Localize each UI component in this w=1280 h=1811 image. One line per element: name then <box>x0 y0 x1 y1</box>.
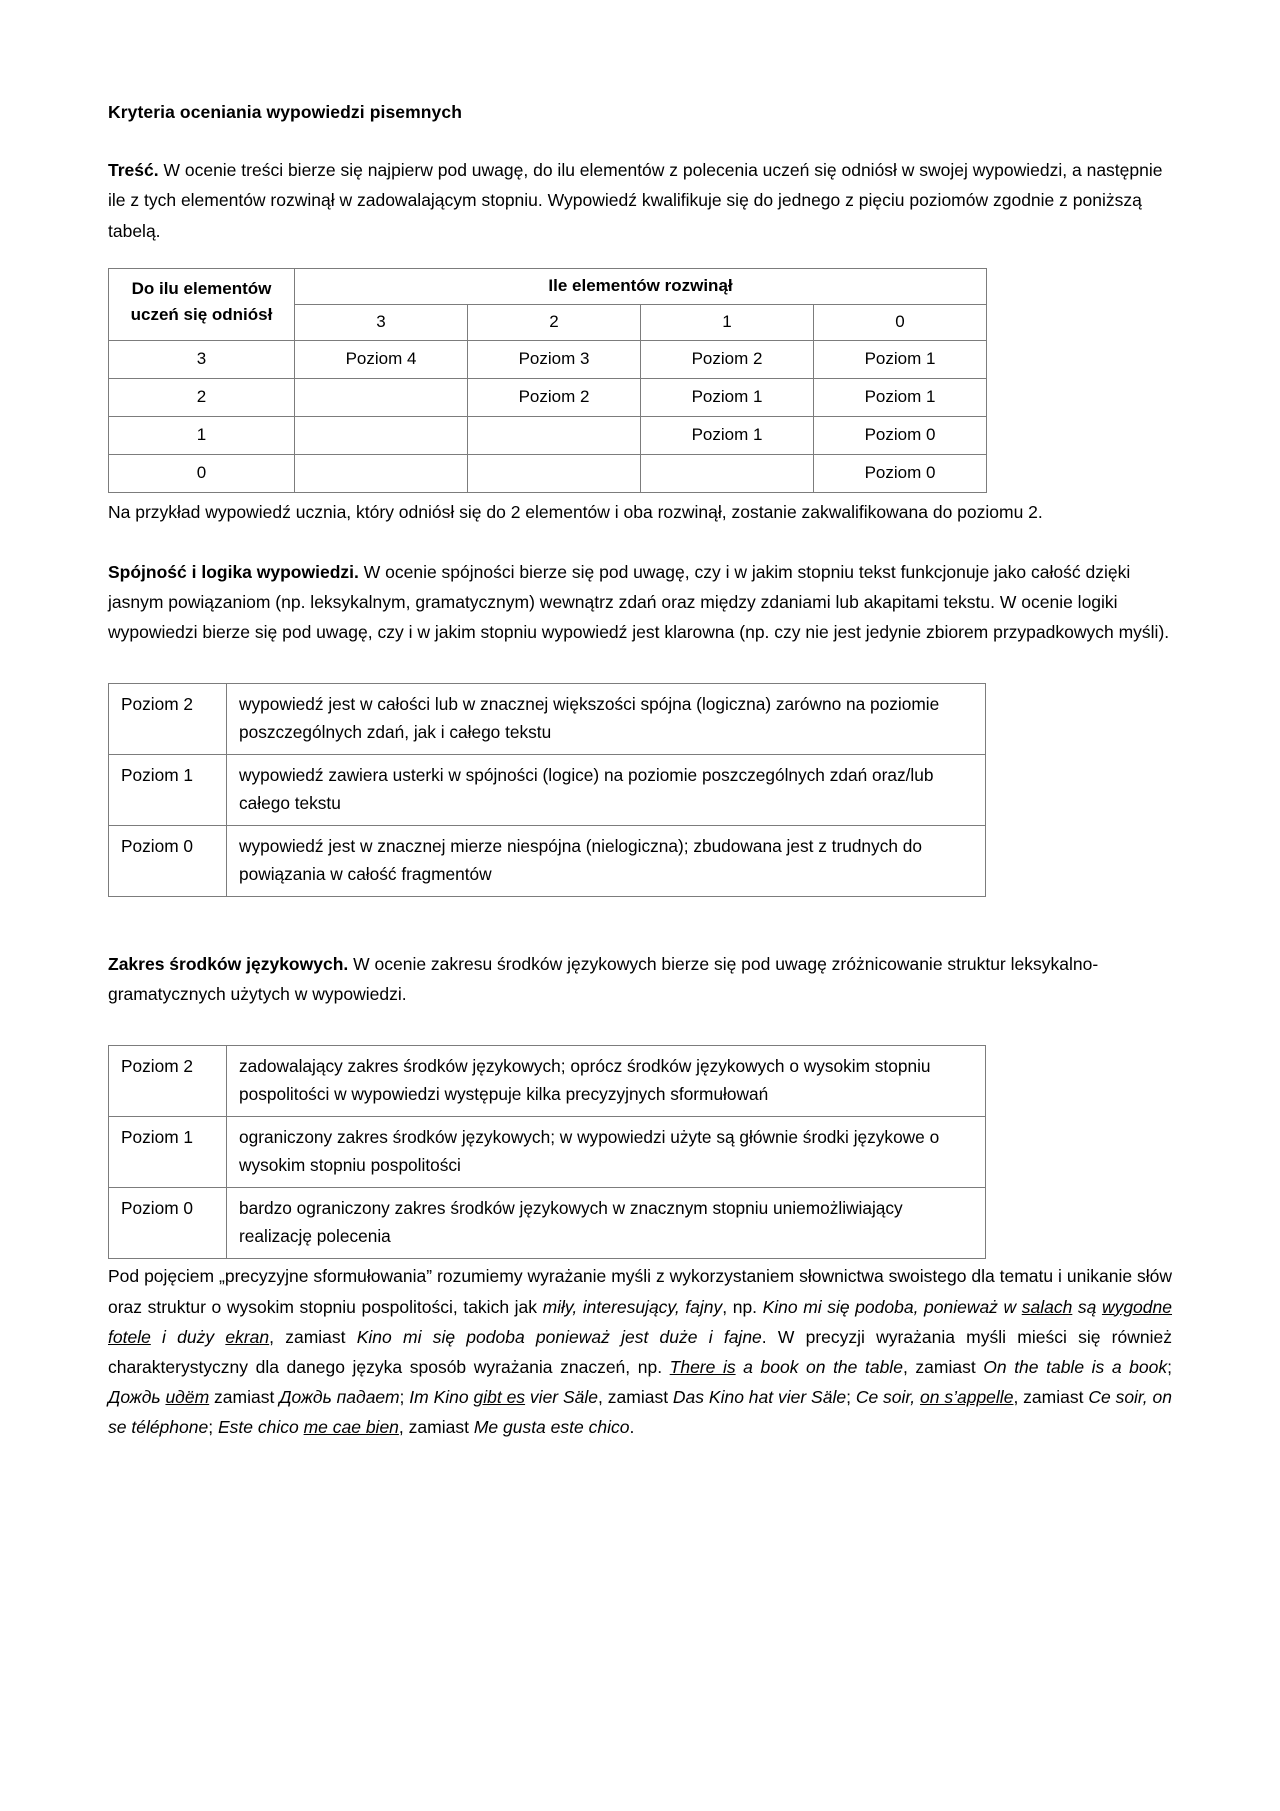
spacer <box>108 897 1172 949</box>
spacer <box>108 647 1172 677</box>
closing-run-italic-underline: me cae bien <box>303 1416 399 1437</box>
level-description: ograniczony zakres środków językowych; w wypowiedzi użyte są głównie środki językowe o wysokim stopniu pospolitości <box>227 1117 986 1188</box>
closing-run-italic-underline: идёт <box>165 1386 210 1407</box>
table-cell: Poziom 1 <box>814 340 987 378</box>
table-tresc <box>108 268 987 493</box>
table-cell <box>295 416 468 454</box>
closing-run-text: , zamiast <box>1013 1386 1089 1407</box>
closing-run-text: . W precyzji wyrażania myśli mieści się również charakterystyczny dla danego języka sposób wyrażania znaczeń, np. <box>108 1326 1172 1377</box>
table-row <box>109 340 987 378</box>
closing-run-italic-underline: wygodne fotele <box>108 1296 1172 1347</box>
table-column-label-3: 3 <box>295 304 468 340</box>
table-column-label-1: 1 <box>641 304 814 340</box>
row-label: 3 <box>109 340 295 378</box>
closing-run-text: ; <box>399 1386 410 1407</box>
closing-run-text: , zamiast <box>269 1326 357 1347</box>
paragraph-tresc-body: W ocenie treści bierze się najpierw pod uwagę, do ilu elementów z polecenia uczeń się odniósł w swojej wypowiedzi, a następnie ile z tych elementów rozwinął w zadowalającym stopniu. Wypowiedź kwalifikuje się do jednego z pięciu poziomów zgodnie z poniższą tabelą. <box>108 160 1163 241</box>
closing-run-italic: miły, interesujący, fajny <box>542 1296 723 1317</box>
table-row <box>109 378 987 416</box>
table-row <box>109 755 986 826</box>
level-label: Poziom 0 <box>109 1188 227 1259</box>
level-description: zadowalający zakres środków językowych; oprócz środków językowych o wysokim stopniu pospolitości w wypowiedzi występuje kilka precyzyjnych sformułowań <box>227 1046 986 1117</box>
table-row <box>109 826 986 897</box>
table-row <box>109 684 986 755</box>
level-label: Poziom 2 <box>109 684 227 755</box>
closing-run-text: ; <box>846 1386 856 1407</box>
level-description: bardzo ograniczony zakres środków językowych w znacznym stopniu uniemożliwiający realizację polecenia <box>227 1188 986 1259</box>
closing-run-italic: vier Säle <box>525 1386 599 1407</box>
spacer <box>108 527 1172 557</box>
closing-run-italic: Das Kino hat vier Säle <box>672 1386 847 1407</box>
level-description: wypowiedź jest w całości lub w znacznej większości spójna (logiczna) zarówno na poziomie poszczególnych zdań, jak i całego tekstu <box>227 684 986 755</box>
table-cell <box>295 378 468 416</box>
closing-run-text: , np. <box>722 1296 763 1317</box>
level-description: wypowiedź zawiera usterki w spójności (logice) na poziomie poszczególnych zdań oraz/lub całego tekstu <box>227 755 986 826</box>
table-cell: Poziom 0 <box>814 454 987 492</box>
table-cell: Poziom 1 <box>641 378 814 416</box>
paragraph-closing <box>108 1261 1172 1442</box>
row-label: 2 <box>109 378 295 416</box>
closing-run-italic: Дождь <box>108 1386 166 1407</box>
paragraph-tresc-example: Na przykład wypowiedź ucznia, który odniósł się do 2 elementów i oba rozwinął, zostanie zakwalifikowana do poziomu 2. <box>108 501 1043 522</box>
closing-run-italic: Este chico <box>217 1416 304 1437</box>
closing-run-text: ; <box>208 1416 218 1437</box>
table-spojnosc <box>108 683 986 897</box>
paragraph-zakres-lead: Zakres środków językowych. <box>108 954 349 975</box>
table-row <box>109 416 987 454</box>
paragraph-spojnosc-lead: Spójność i logika wypowiedzi. <box>108 561 359 582</box>
closing-run-italic: Im Kino <box>409 1386 474 1407</box>
closing-run-text: . <box>629 1416 635 1437</box>
level-label: Poziom 0 <box>109 826 227 897</box>
closing-run-italic: i duży <box>150 1326 226 1347</box>
table-cell: Poziom 2 <box>468 378 641 416</box>
table-cell: Poziom 1 <box>814 378 987 416</box>
table-header-corner: Do ilu elementów uczeń się odniósł <box>109 268 295 340</box>
table-cell <box>641 454 814 492</box>
level-label: Poziom 2 <box>109 1046 227 1117</box>
table-cell: Poziom 1 <box>641 416 814 454</box>
closing-run-italic-underline: gibt es <box>473 1386 526 1407</box>
paragraph-spojnosc-body: W ocenie spójności bierze się pod uwagę, czy i w jakim stopniu tekst funkcjonuje jako całość dzięki jasnym powiązaniom (np. leksykalnym, gramatycznym) wewnątrz zdań oraz między zdaniami lub akapitami tekstu. W ocenie logiki wypowiedzi bierze się pod uwagę, czy i w jakim stopniu wypowiedź jest klarowna (np. czy nie jest jedynie zbiorem przypadkowych myśli). <box>108 561 1170 642</box>
paragraph-zakres <box>108 949 1172 1009</box>
table-row <box>109 1117 986 1188</box>
table-column-label-0: 0 <box>814 304 987 340</box>
table-row <box>109 1046 986 1117</box>
closing-run-italic: Kino mi się podoba ponieważ jest duże i fajne <box>356 1326 762 1347</box>
table-column-label-2: 2 <box>468 304 641 340</box>
level-description: wypowiedź jest w znacznej mierze niespójna (nielogiczna); zbudowana jest z trudnych do powiązania w całość fragmentów <box>227 826 986 897</box>
closing-run-italic: są <box>1072 1296 1102 1317</box>
closing-run-text: zamiast <box>209 1386 280 1407</box>
closing-run-italic-underline: ekran <box>225 1326 270 1347</box>
row-label: 0 <box>109 454 295 492</box>
table-cell <box>468 416 641 454</box>
paragraph-spojnosc <box>108 557 1172 647</box>
table-row-header <box>109 268 987 304</box>
closing-run-italic: Kino mi się podoba, ponieważ w <box>762 1296 1022 1317</box>
table-cell: Poziom 0 <box>814 416 987 454</box>
level-label: Poziom 1 <box>109 755 227 826</box>
table-cell: Poziom 4 <box>295 340 468 378</box>
closing-run-text: Pod pojęciem „precyzyjne sformułowania” rozumiemy wyrażanie myśli z wykorzystaniem słownictwa swoistego dla tematu i unikanie słów oraz struktur o wysokim stopniu pospolitości, takich jak <box>108 1266 1172 1317</box>
closing-run-text: , zamiast <box>902 1356 984 1377</box>
table-cell: Poziom 2 <box>641 340 814 378</box>
closing-run-text: , zamiast <box>598 1386 673 1407</box>
closing-run-italic-underline: on s’appelle <box>920 1386 1014 1407</box>
closing-run-text: ; <box>1167 1356 1172 1377</box>
paragraph-tresc-lead: Treść. <box>108 160 159 181</box>
table-cell <box>295 454 468 492</box>
table-zakres <box>108 1045 986 1259</box>
spacer <box>108 1009 1172 1039</box>
paragraph-zakres-body: W ocenie zakresu środków językowych bierze się pod uwagę zróżnicowanie struktur leksykalno-gramatycznych użytych w wypowiedzi. <box>108 954 1099 1005</box>
closing-run-italic: Me gusta este chico <box>473 1416 630 1437</box>
closing-run-italic-underline: There is <box>669 1356 736 1377</box>
row-label: 1 <box>109 416 295 454</box>
paragraph-tresc <box>108 155 1172 245</box>
closing-run-text: , zamiast <box>398 1416 474 1437</box>
closing-run-italic: Ce soir, <box>855 1386 921 1407</box>
closing-run-italic: Ce soir, on se téléphone <box>108 1386 1172 1437</box>
closing-run-italic: Дождь падает <box>279 1386 400 1407</box>
table-cell: Poziom 3 <box>468 340 641 378</box>
page-title: Kryteria oceniania wypowiedzi pisemnych <box>108 102 463 122</box>
closing-run-italic: On the table is a book <box>983 1356 1168 1377</box>
table-row <box>109 454 987 492</box>
level-label: Poziom 1 <box>109 1117 227 1188</box>
closing-run-italic-underline: salach <box>1021 1296 1073 1317</box>
table-row <box>109 1188 986 1259</box>
table-header-span: Ile elementów rozwinął <box>295 268 987 304</box>
closing-run-italic: a book on the table <box>735 1356 903 1377</box>
table-cell <box>468 454 641 492</box>
